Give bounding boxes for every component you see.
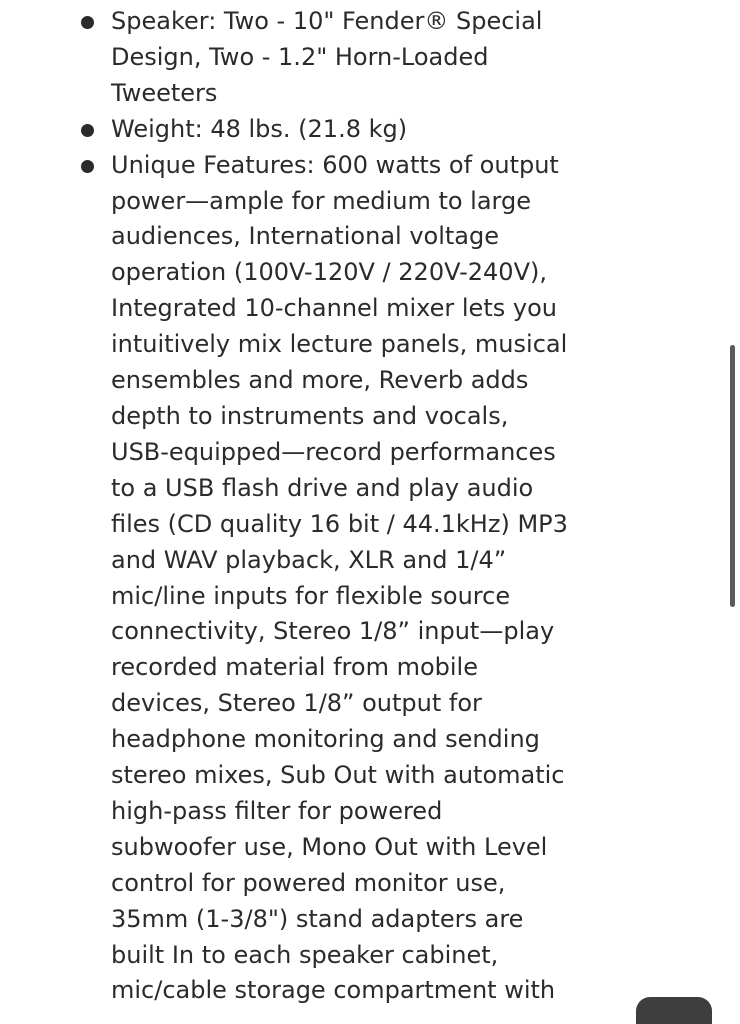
bullet-icon: [81, 124, 94, 137]
spec-text-unique-features: Unique Features: 600 watts of output power—ample for medium to large audiences, International voltage operation (100V-120V / 220V-240V), Integrated 10-channel mixer lets you intuitively mix lecture panels, musical ensembles and more, Reverb adds depth to instruments and vocals, USB-equipped—record performances to a USB flash drive and play audio files (CD quality 16 bit / 44.1kHz) MP3 and WAV playback, XLR and 1/4” mic/line inputs for flexible source connectivity, Stereo 1/8” input—play recorded material from mobile devices, Stereo 1/8” output for headphone monitoring and sending stereo mixes, Sub Out with automatic high-pass filter for powered subwoofer use, Mono Out with Level control for powered monitor use, 35mm (1-3/8") stand adapters are built In to each speaker cabinet, mic/cable storage compartment with: [111, 150, 568, 1005]
spec-item-unique-features: [0, 148, 740, 1010]
bullet-icon: [81, 160, 94, 173]
spec-text-weight: Weight: 48 lbs. (21.8 kg): [111, 114, 408, 143]
bullet-icon: [81, 16, 94, 29]
spec-item-speaker: [0, 4, 740, 112]
spec-text-speaker: Speaker: Two - 10" Fender® Special Design, Two - 1.2" Horn-Loaded Tweeters: [111, 7, 543, 107]
scrollbar-thumb[interactable]: [730, 345, 735, 607]
floating-action-button[interactable]: [636, 997, 712, 1024]
spec-list: [0, 4, 740, 1009]
spec-item-weight: [0, 112, 740, 148]
